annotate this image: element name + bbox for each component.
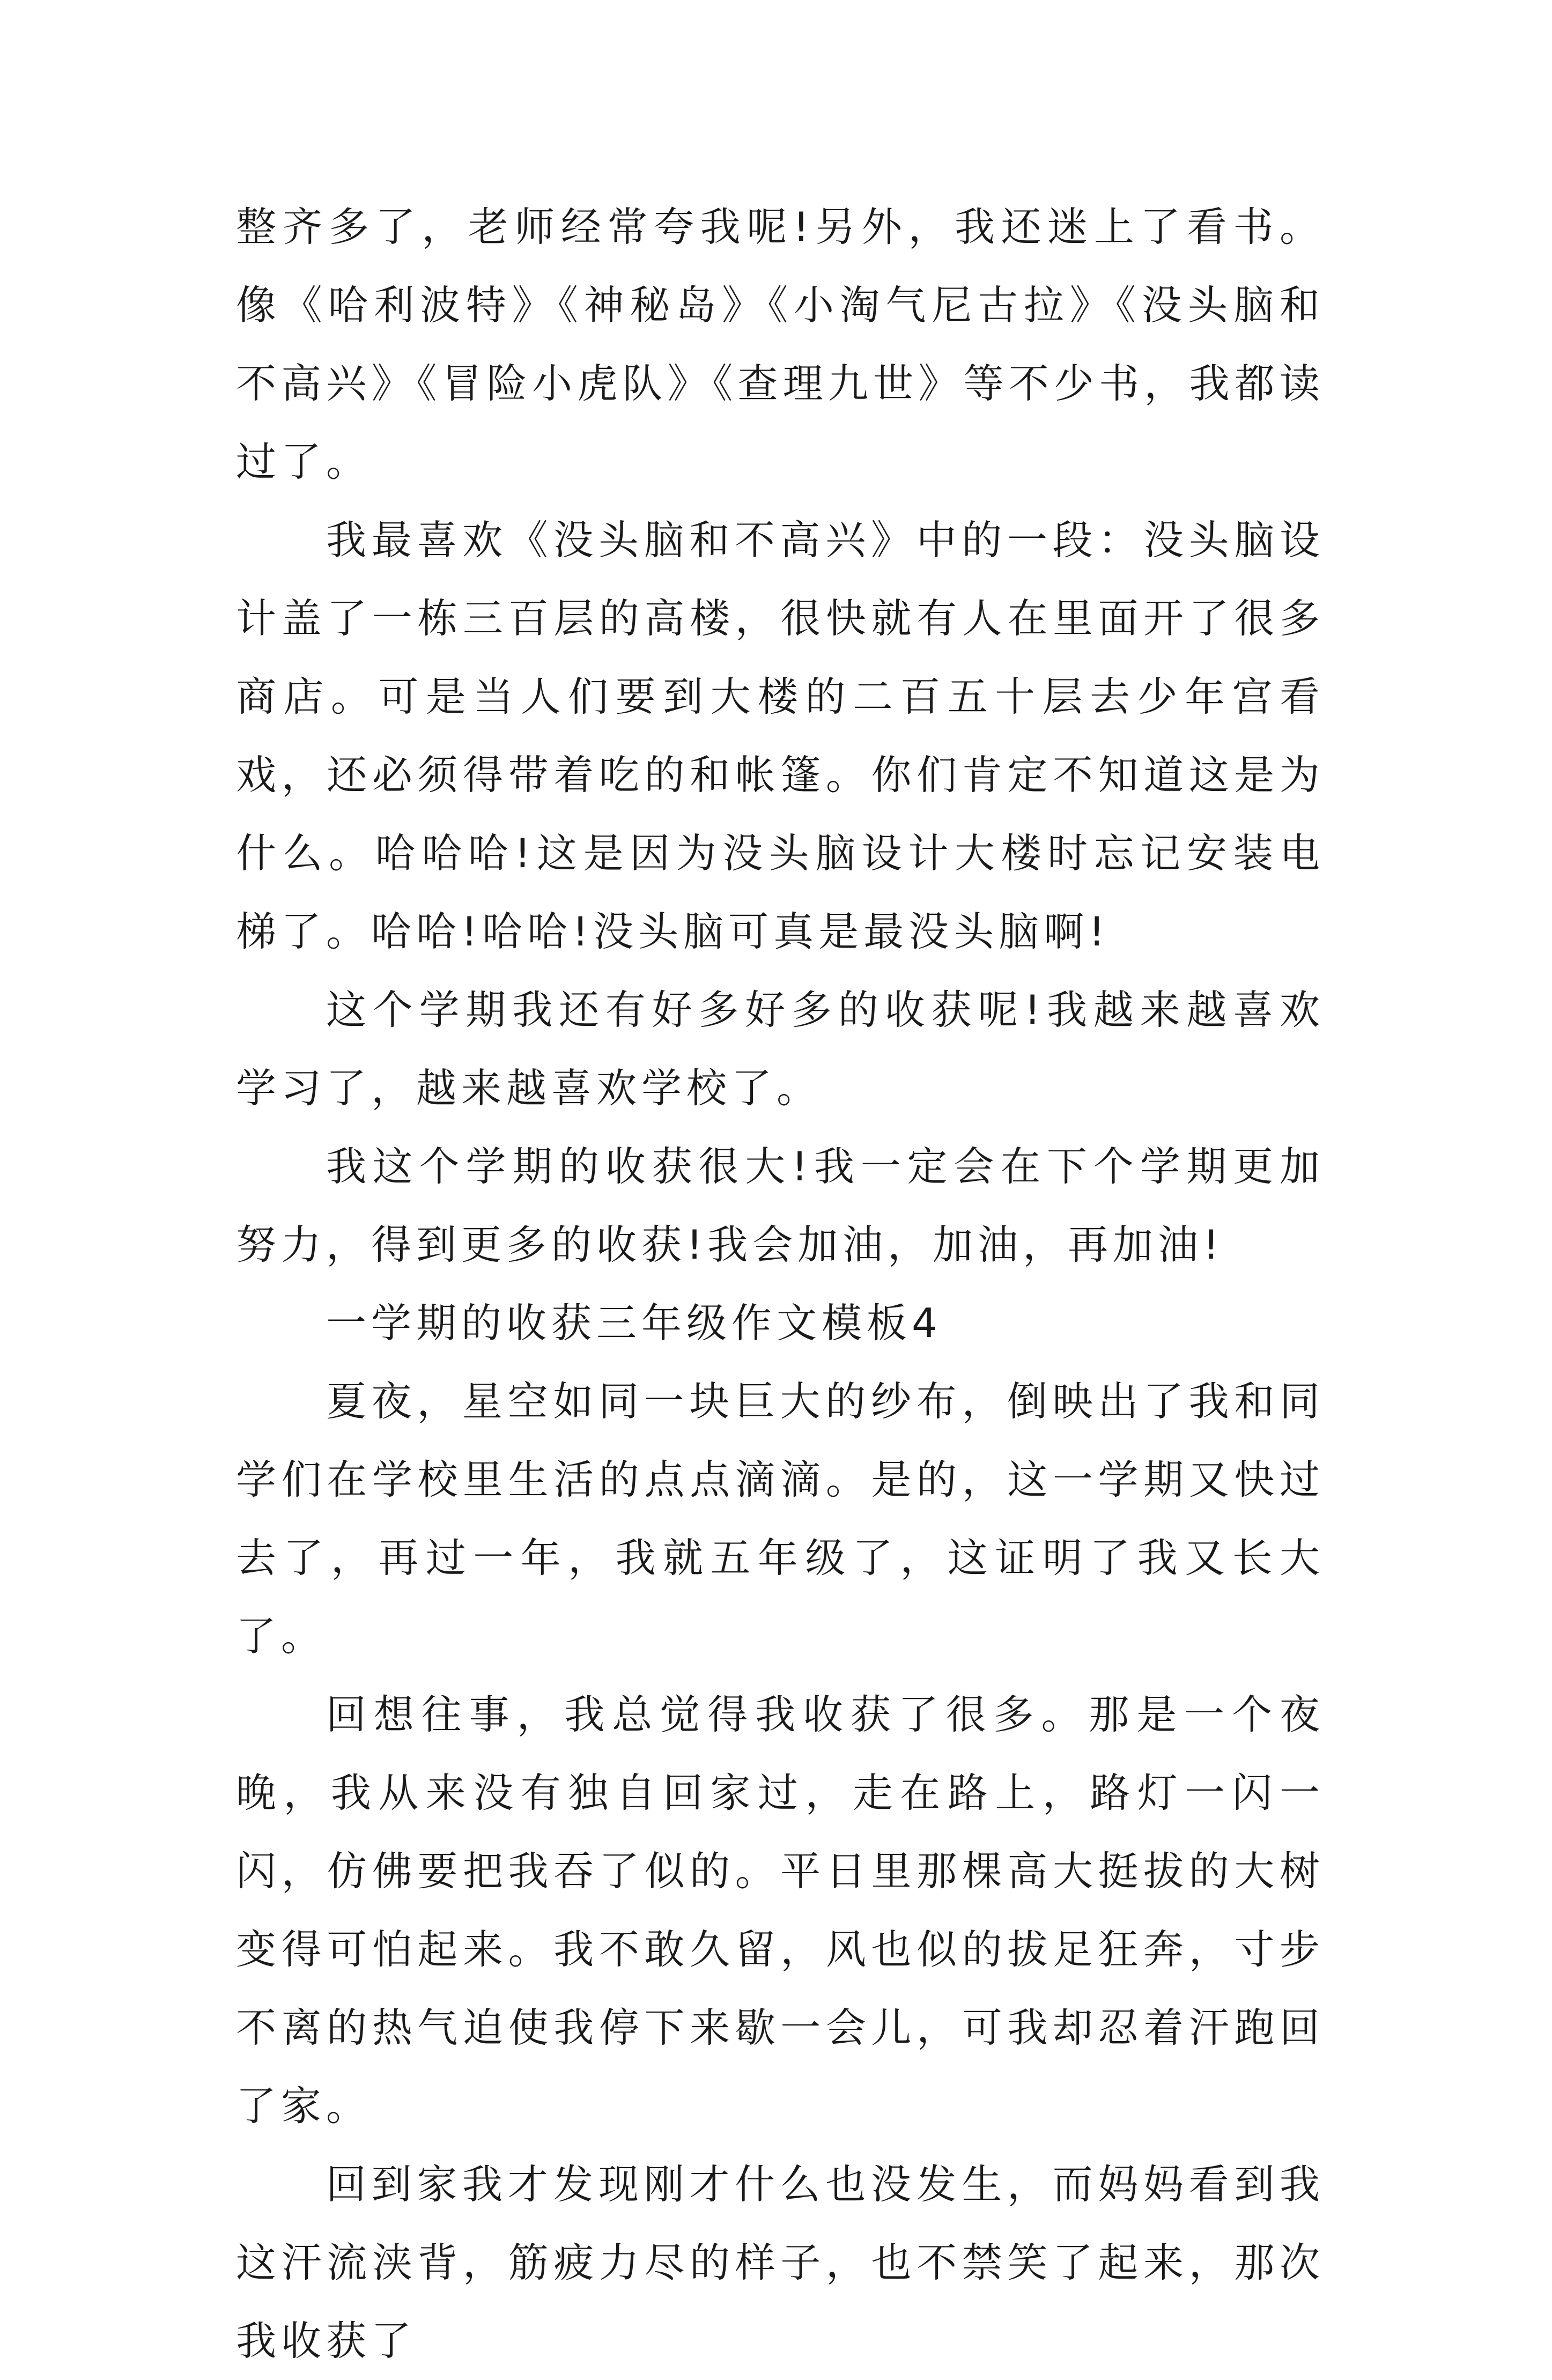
paragraph-5: 夏夜，星空如同一块巨大的纱布，倒映出了我和同学们在学校里生活的点点滴滴。是的，这一学期又快过去了，再过一年，我就五年级了，这证明了我又长大了。 [236,1378,1325,1660]
section-heading: 一学期的收获三年级作文模板4 [326,1299,942,1347]
paragraph-3: 这个学期我还有好多好多的收获呢!我越来越喜欢学习了，越来越喜欢学校了。 [236,986,1325,1112]
paragraph-4: 我这个学期的收获很大!我一定会在下个学期更加努力，得到更多的收获!我会加油，加油，再加油! [236,1143,1325,1268]
paragraph-2: 我最喜欢《没头脑和不高兴》中的一段：没头脑设计盖了一栋三百层的高楼，很快就有人在里面开了很多商店。可是当人们要到大楼的二百五十层去少年宫看戏，还必须得带着吃的和帐篷。你们肯定不知道这是为什么。哈哈哈!这是因为没头脑设计大楼时忘记安装电梯了。哈哈!哈哈!没头脑可真是最没头脑啊! [236,516,1325,955]
paragraph-7: 回到家我才发现刚才什么也没发生，而妈妈看到我这汗流浃背，筋疲力尽的样子，也不禁笑了起来，那次我收获了 [236,2161,1325,2364]
paragraph-6: 回想往事，我总觉得我收获了很多。那是一个夜晚，我从来没有独自回家过，走在路上，路灯一闪一闪，仿佛要把我吞了似的。平日里那棵高大挺拔的大树变得可怕起来。我不敢久留，风也似的拔足狂奔，寸步不离的热气迫使我停下来歇一会儿，可我却忍着汗跑回了家。 [236,1691,1325,2130]
document-body [236,188,1325,2380]
paragraph-1: 整齐多了，老师经常夸我呢!另外，我还迷上了看书。像《哈利波特》《神秘岛》《小淘气尼古拉》《没头脑和不高兴》《冒险小虎队》《查理九世》等不少书，我都读过了。 [236,203,1325,485]
